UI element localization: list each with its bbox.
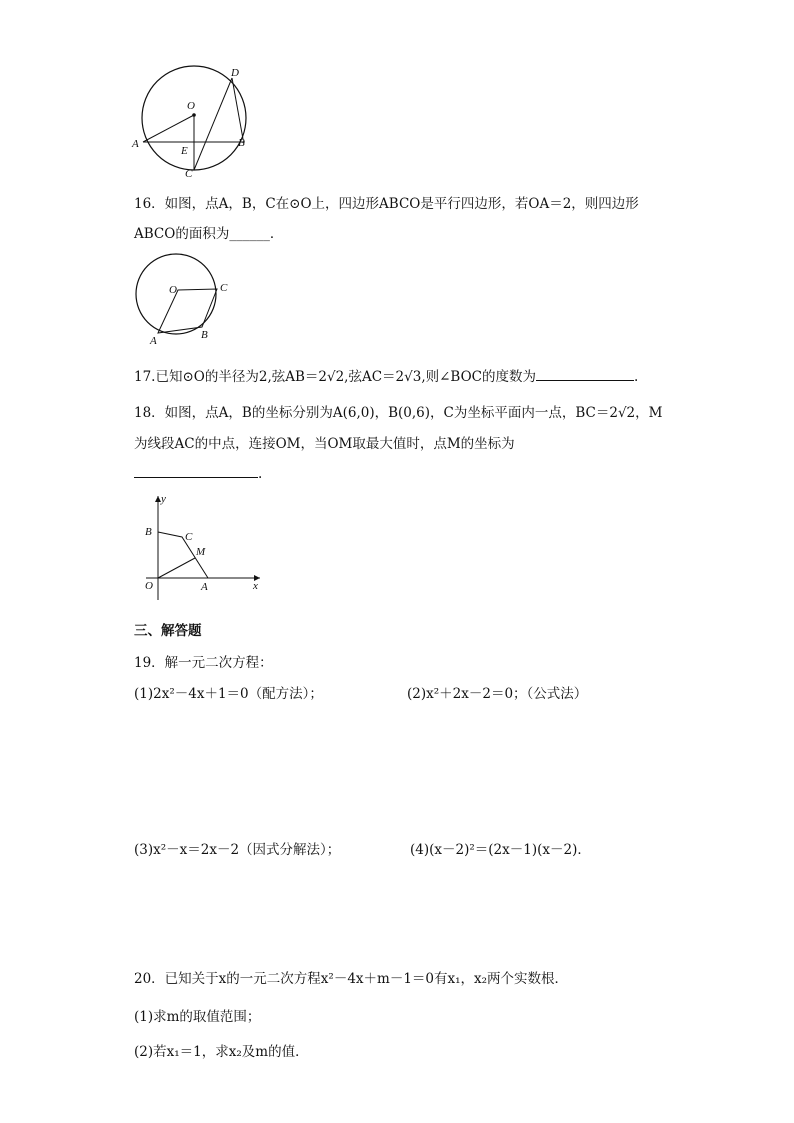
label-d: D	[231, 67, 239, 79]
segment-db	[232, 78, 243, 139]
figure-q16	[128, 248, 243, 348]
q16-line2: ABCO的面积为______．	[134, 226, 284, 242]
q18-answer-blank[interactable]	[134, 464, 258, 478]
segment-cd	[194, 78, 232, 170]
q20-part2: (2)若x₁＝1，求x₂及m的值．	[134, 1044, 309, 1060]
q19-part1: (1)2x²－4x＋1＝0（配方法）；	[134, 686, 323, 702]
q19-part2: (2)x²＋2x－2＝0；（公式法）	[407, 686, 588, 702]
figure-q15	[128, 62, 263, 182]
q17-line	[134, 365, 638, 385]
label-o: O	[169, 284, 177, 296]
label-o: O	[145, 580, 153, 592]
label-a: A	[150, 335, 157, 347]
q18-period: .	[258, 466, 263, 482]
section-heading: 三、解答题	[134, 623, 202, 639]
label-x: x	[253, 580, 258, 592]
label-c: C	[220, 282, 228, 294]
label-m: M	[196, 546, 206, 558]
label-a: A	[201, 581, 208, 593]
q19-title: 19．解一元二次方程：	[134, 655, 273, 671]
q18-line2: 为线段AC的中点，连接OM，当OM取最大值时，点M的坐标为	[134, 436, 515, 452]
segment-om	[158, 558, 195, 578]
q18-line1: 18．如图，点A，B的坐标分别为A(6,0)，B(0,6)，C为坐标平面内一点，BC＝2√2，M	[134, 405, 663, 421]
center-dot	[192, 113, 196, 117]
q18-line3	[134, 464, 262, 482]
label-b: B	[145, 526, 152, 538]
q19-part3: (3)x²－x＝2x－2（因式分解法）；	[134, 842, 341, 858]
q20-line1: 20．已知关于x的一元二次方程x²－4x＋m－1＝0有x₁，x₂两个实数根．	[134, 971, 569, 987]
label-c: C	[185, 531, 193, 543]
q17-text: 17.已知⊙O的半径为2,弦AB＝2√2,弦AC＝2√3,则∠BOC的度数为	[134, 369, 537, 385]
segment-ao	[143, 115, 194, 142]
q17-period: .	[634, 369, 639, 385]
label-o: O	[187, 100, 195, 112]
label-c: C	[185, 168, 193, 180]
label-e: E	[181, 145, 188, 157]
label-b: B	[238, 137, 245, 149]
parallelogram-abco	[158, 289, 217, 333]
q16-line1: 16．如图，点A，B，C在⊙O上，四边形ABCO是平行四边形，若OA＝2，则四边形	[134, 196, 639, 212]
label-y: y	[161, 493, 166, 505]
figure-q18	[128, 492, 268, 604]
label-b: B	[201, 329, 208, 341]
q17-answer-blank[interactable]	[536, 367, 634, 381]
q19-part4: (4)(x－2)²＝(2x－1)(x－2)．	[410, 842, 591, 858]
label-a: A	[132, 138, 139, 150]
q20-part1: (1)求m的取值范围；	[134, 1009, 261, 1025]
